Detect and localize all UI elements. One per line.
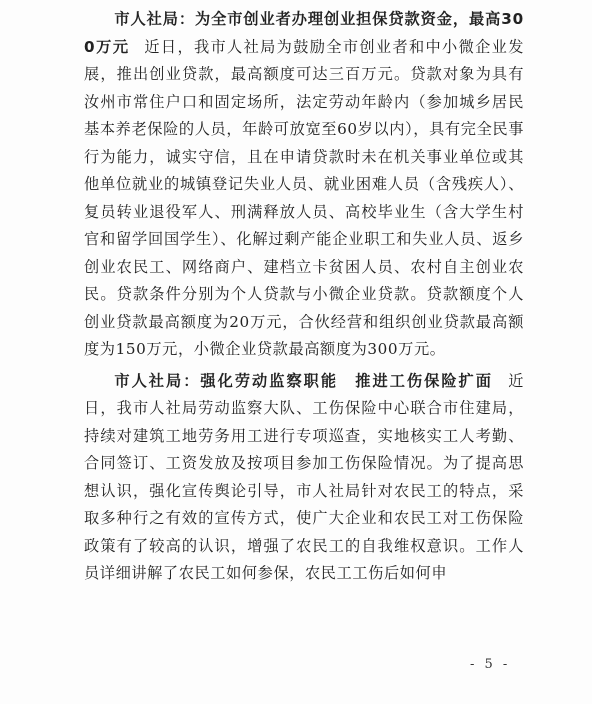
page-number: - 5 -: [470, 657, 511, 672]
news-body: 近日，我市人社局为鼓励全市创业者和中小微企业发展，推出创业贷款，最高额度可达三百万元。贷款对象为具有汝州市常住户口和固定场所，法定劳动年龄内（参加城乡居民基本养老保险的人员，年龄可放宽至60岁以内），具有完全民事行为能力，诚实守信，且在申请贷款时未在机关事业单位或其他单位就业的城镇登记失业人员、就业困难人员（含残疾人）、复员转业退役军人、刑满释放人员、高校毕业生（含大学生村官和留学回国学生）、化解过剩产能企业职工和失业人员、返乡创业农民工、网络商户、建档立卡贫困人员、农村自主创业农民。贷款条件分别为个人贷款与小微企业贷款。贷款额度个人创业贷款最高额度为20万元，合伙经营和组织创业贷款最高额度为150万元，小微企业贷款最高额度为300万元。: [84, 37, 524, 358]
news-heading: 市人社局：为全市创业者办理创业担保贷款资金，最高300万元: [84, 10, 524, 56]
news-item-labor-inspection: [84, 368, 524, 588]
news-heading: 市人社局：强化劳动监察职能 推进工伤保险扩面: [114, 371, 493, 390]
news-body: 近日，我市人社局劳动监察大队、工伤保险中心联合市住建局，持续对建筑工地劳务用工进行专项巡查，实地核实工人考勤、合同签订、工资发放及按项目参加工伤保险情况。为了提高思想认识，强化宣传舆论引导，市人社局针对农民工的特点，采取多种行之有效的宣传方式，使广大企业和农民工对工伤保险政策有了较高的认识，增强了农民工的自我维权意识。工作人员详细讲解了农民工如何参保，农民工工伤后如何申: [84, 371, 524, 582]
document-body: [84, 6, 524, 588]
news-item-startup-loans: [84, 6, 524, 364]
